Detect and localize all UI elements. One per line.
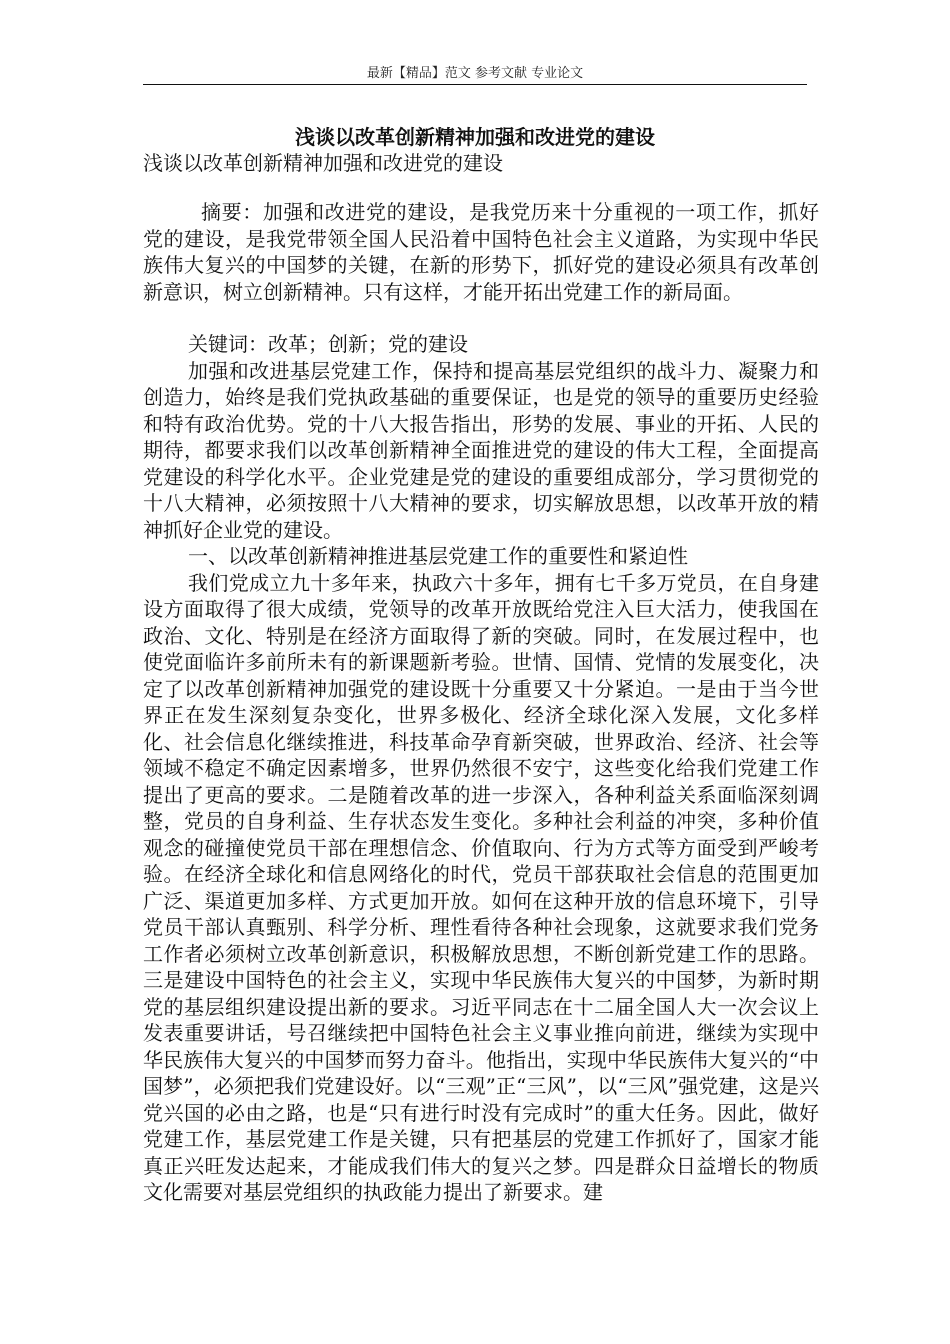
paragraph-spacer xyxy=(143,305,819,331)
section-heading: 一、以改革创新精神推进基层党建工作的重要性和紧迫性 xyxy=(188,544,688,568)
keywords-line: 关键词：改革；创新；党的建设 xyxy=(188,332,468,356)
document-body xyxy=(143,199,819,1206)
body-paragraph: 我们党成立九十多年来，执政六十多年，拥有七千多万党员，在自身建设方面取得了很大成绩，党领导的改革开放既给党注入巨大活力，使我国在政治、文化、特别是在经济方面取得了新的突破。同时，在发展过程中，也使党面临许多前所未有的新课题新考验。世情、国情、党情的发展变化，决定了以改革创新精神加强党的建设既十分重要又十分紧迫。一是由于当今世界正在发生深刻复杂变化，世界多极化、经济全球化深入发展，文化多样化、社会信息化继续推进，科技革命孕育新突破，世界政治、经济、社会等领域不稳定不确定因素增多，世界仍然很不安宁，这些变化给我们党建工作提出了更高的要求。二是随着改革的进一步深入，各种利益关系面临深刻调整，党员的自身利益、生存状态发生变化。多种社会利益的冲突，多种价值观念的碰撞使党员干部在理想信念、价值取向、行为方式等方面受到严峻考验。在经济全球化和信息网络化的时代，党员干部获取社会信息的范围更加广泛、渠道更加多样、方式更加开放。如何在这种开放的信息环境下，引导党员干部认真甄别、科学分析、理性看待各种社会现象，这就要求我们党务工作者必须树立改革创新意识，积极解放思想，不断创新党建工作的思路。三是建设中国特色的社会主义，实现中华民族伟大复兴的中国梦，为新时期党的基层组织建设提出新的要求。习近平同志在十二届全国人大一次会议上发表重要讲话，号召继续把中国特色社会主义事业推向前进，继续为实现中华民族伟大复兴的中国梦而努力奋斗。他指出，实现中华民族伟大复兴的“中国梦”，必须把我们党建设好。以“三观”正“三风”，以“三风”强党建，这是兴党兴国的必由之路，也是“只有进行时没有完成时”的重大任务。因此，做好党建工作，基层党建工作是关键，只有把基层的党建工作抓好了，国家才能真正兴旺发达起来，才能成我们伟大的复兴之梦。四是群众日益增长的物质文化需要对基层党组织的执政能力提出了新要求。建 xyxy=(143,570,819,1204)
document-subtitle: 浅谈以改革创新精神加强和改进党的建设 xyxy=(143,151,503,175)
document-title: 浅谈以改革创新精神加强和改进党的建设 xyxy=(295,125,655,149)
abstract-paragraph: 摘要：加强和改进党的建设，是我党历来十分重视的一项工作，抓好党的建设，是我党带领全国人民沿着中国特色社会主义道路，为实现中华民族伟大复兴的中国梦的关键，在新的形势下，抓好党的建设必须具有改革创新意识，树立创新精神。只有这样，才能开拓出党建工作的新局面。 xyxy=(143,200,819,304)
header-divider xyxy=(143,84,807,85)
body-paragraph: 加强和改进基层党建工作，保持和提高基层党组织的战斗力、凝聚力和创造力，始终是我们党执政基础的重要保证，也是党的领导的重要历史经验和特有政治优势。党的十八大报告指出，形势的发展、事业的开拓、人民的期待，都要求我们以改革创新精神全面推进党的建设的伟大工程，全面提高党建设的科学化水平。企业党建是党的建设的重要组成部分，学习贯彻党的十八大精神，必须按照十八大精神的要求，切实解放思想，以改革开放的精神抓好企业党的建设。 xyxy=(143,358,819,542)
page-header: 最新【精品】范文 参考文献 专业论文 xyxy=(366,66,584,81)
